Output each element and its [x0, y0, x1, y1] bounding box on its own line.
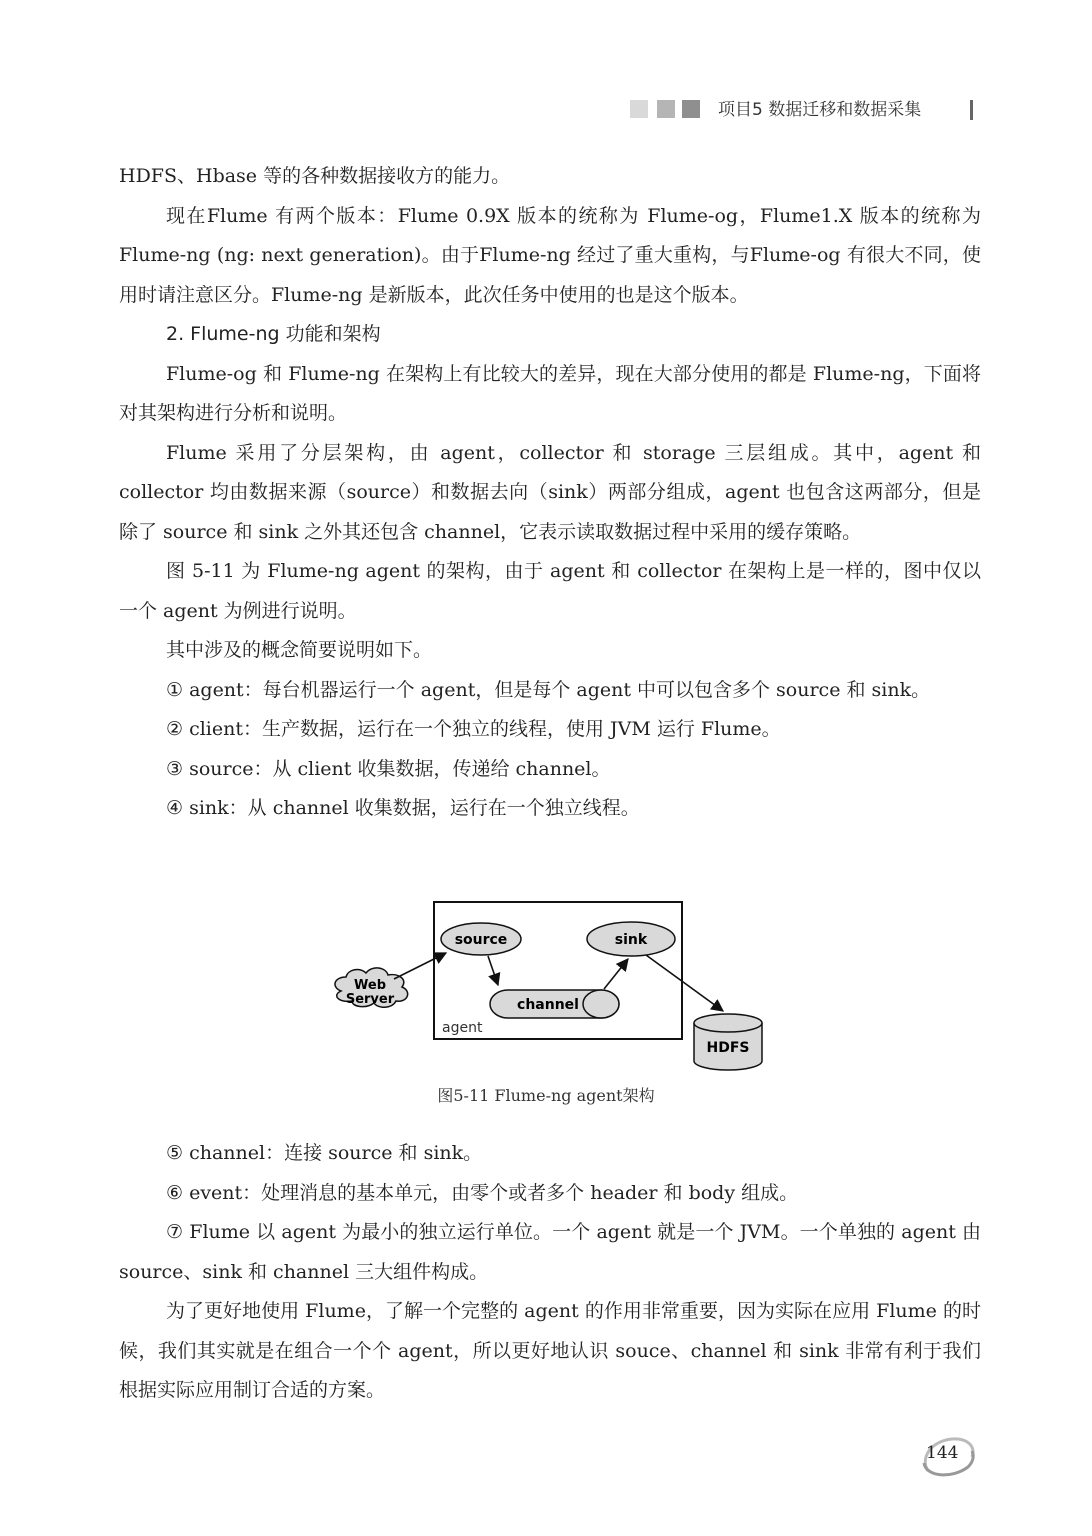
arrow-sink-to-hdfs: [646, 955, 723, 1011]
paragraph: 其中涉及的概念简要说明如下。: [166, 639, 433, 661]
running-header: [630, 98, 990, 126]
arrow-web-to-source: [394, 953, 446, 979]
channel-label: channel: [517, 997, 579, 1013]
web-server-label-2: Server: [345, 992, 395, 1007]
channel-cap: [583, 990, 619, 1018]
header-square-dark: [682, 100, 700, 118]
list-item-agent: ① agent：每台机器运行一个 agent，但是每个 agent 中可以包含多个 source 和 sink。: [166, 678, 931, 701]
body-text-top: [119, 157, 981, 829]
arrow-source-to-channel: [488, 956, 498, 985]
agent-label: agent: [442, 1020, 483, 1036]
list-item-flume: ⑦ Flume 以 agent 为最小的独立运行单位。一个 agent 就是一个 JVM。一个单独的 agent 由 source、sink 和 channel 三大组件构成。: [119, 1221, 981, 1283]
header-square-light: [630, 100, 648, 118]
section-heading: 2. Flume-ng 功能和架构: [166, 323, 381, 345]
page-number-text: 144: [926, 1443, 959, 1463]
hdfs-label: HDFS: [706, 1040, 750, 1056]
list-item-channel: ⑤ channel：连接 source 和 sink。: [166, 1142, 483, 1164]
figure-caption: 图5-11 Flume-ng agent架构: [437, 1086, 655, 1105]
paragraph: 图 5-11 为 Flume-ng agent 的架构，由于 agent 和 collector 在架构上是一样的，图中仅以一个 agent 为例进行说明。: [119, 560, 981, 622]
list-item-sink: ④ sink：从 channel 收集数据，运行在一个独立线程。: [166, 797, 640, 819]
source-label: source: [454, 932, 508, 948]
paragraph: Flume 采用了分层架构，由 agent，collector 和 storage 三层组成。其中，agent 和 collector 均由数据来源（source）和数据去向（sink）两部分组成，agent 也包含这两部分，但是除了 source 和 sink 之外其还包含 channel，它表示读取数据过程中采用的缓存策略。: [119, 441, 981, 543]
paragraph: 现在Flume 有两个版本：Flume 0.9X 版本的统称为 Flume-og，Flume1.X 版本的统称为 Flume-ng (ng: next generation)。由于Flume-ng 经过了重大重构，与Flume-og 有很大不同，使用时请注意区分。Flume-ng 是新版本，此次任务中使用的也是这个版本。: [119, 204, 981, 306]
flume-agent-diagram: [326, 895, 766, 1075]
sink-label: sink: [614, 932, 648, 948]
list-item-event: ⑥ event：处理消息的基本单元，由零个或者多个 header 和 body 组成。: [166, 1181, 799, 1204]
web-server-label-1: Web: [354, 978, 386, 993]
header-square-mid: [657, 100, 675, 118]
paragraph: Flume-og 和 Flume-ng 在架构上有比较大的差异，现在大部分使用的都是 Flume-ng，下面将对其架构进行分析和说明。: [119, 362, 981, 424]
page-number: [918, 1433, 978, 1483]
list-item-source: ③ source：从 client 收集数据，传递给 channel。: [166, 757, 611, 780]
paragraph: 为了更好地使用 Flume，了解一个完整的 agent 的作用非常重要，因为实际在应用 Flume 的时候，我们其实就是在组合一个个 agent，所以更好地认识 souce、channel 和 sink 非常有利于我们根据实际应用制订合适的方案。: [119, 1300, 981, 1401]
hdfs-top: [694, 1014, 762, 1032]
arrow-channel-to-sink: [604, 959, 628, 989]
body-text-bottom: [119, 1134, 981, 1411]
paragraph: HDFS、Hbase 等的各种数据接收方的能力。: [119, 165, 511, 187]
list-item-client: ② client：生产数据，运行在一个独立的线程，使用 JVM 运行 Flume。: [166, 718, 781, 740]
header-bar: [970, 100, 973, 120]
header-title: 项目5 数据迁移和数据采集: [718, 100, 922, 120]
